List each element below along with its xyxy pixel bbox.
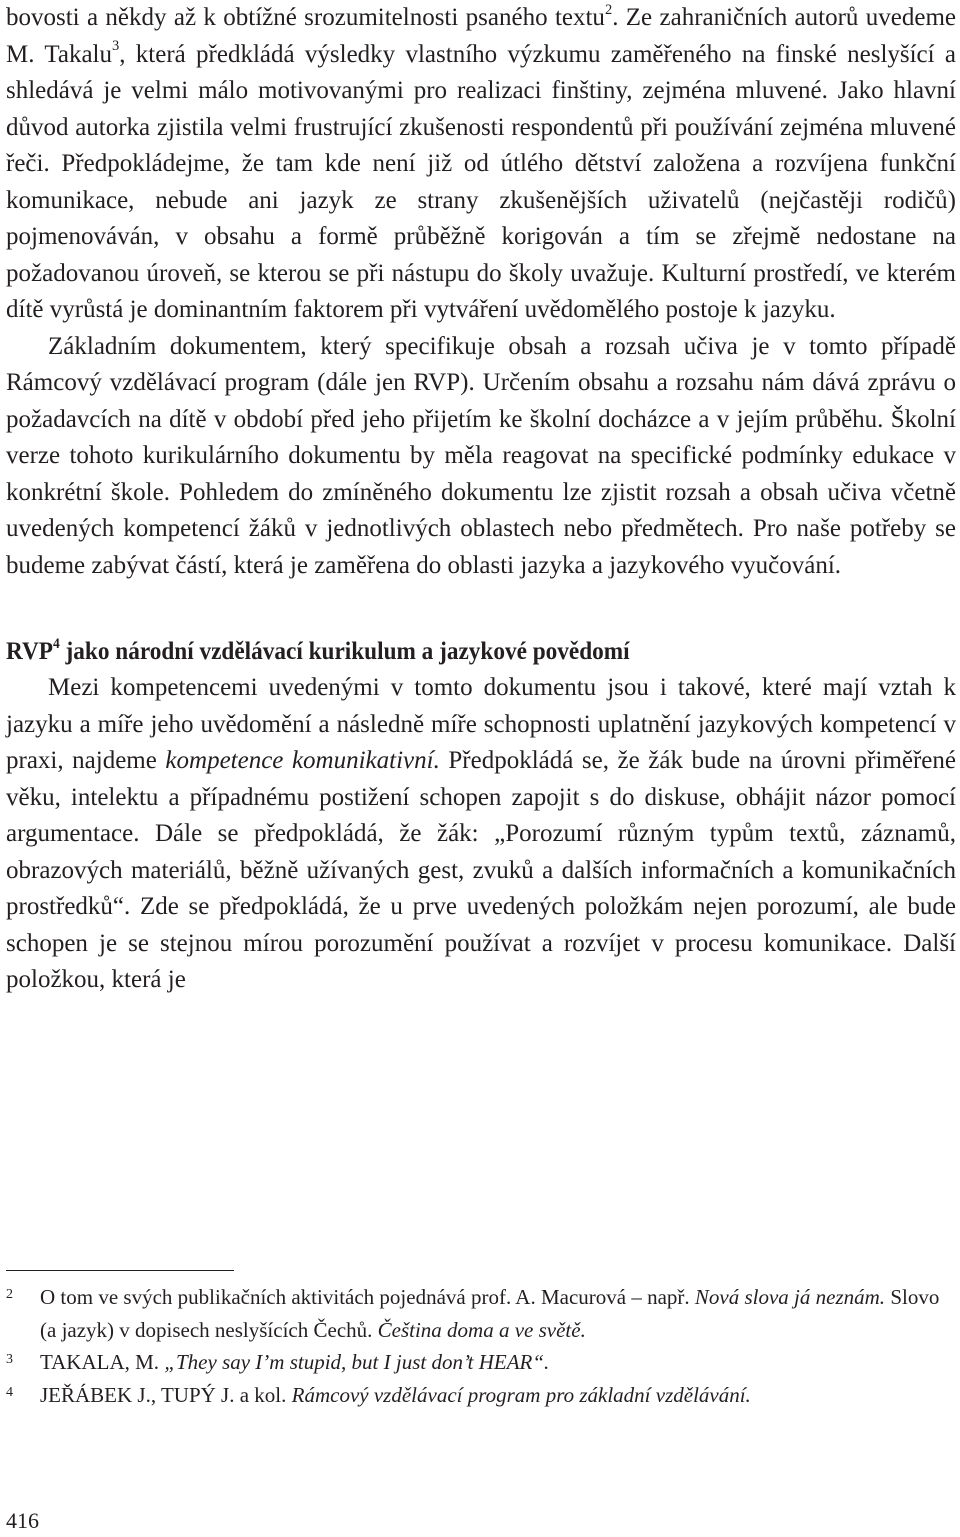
paragraph-3-text-a: Mezi kompetencemi uvedenými v tomto dokumentu jsou i takové, které mají vztah k jazyku a míře jeho uvědomění a následně míře schopnosti uplatnění jazykových kompetencí v praxi, najdeme [6,674,956,774]
page-body [6,0,956,999]
footnote-4 [6,1379,956,1412]
footnote-number: 2 [6,1287,13,1302]
footnote-4-text-a: JEŘÁBEK J., TUPÝ J. a kol. [40,1382,292,1407]
section-heading [6,634,890,670]
footnote-ref-4[interactable]: 4 [52,635,60,652]
footnote-2-italic-b: Čeština doma a ve světě. [377,1317,586,1342]
paragraph-3-emphasis: kompetence komunikativní. [165,747,440,774]
footnote-4-italic-a: Rámcový vzdělávací program pro základní vzdělávání. [291,1382,751,1407]
footnote-3-text-a: TAKALA, M. [40,1350,165,1374]
section-heading-text-a: RVP [6,638,53,665]
footnote-2 [6,1281,956,1346]
paragraph-1 [6,0,956,329]
paragraph-1-text-b: . Ze zahraničních autorů uvedeme M. Takalu [6,4,956,68]
footnote-ref-3[interactable]: 3 [112,38,120,54]
paragraph-1-text-a: bovosti a někdy až k obtížné srozumitelnosti psaného textu [6,4,605,31]
page-number: 416 [6,1508,39,1533]
section-heading-text-b: jako národní vzdělávací kurikulum a jazykové povědomí [59,638,630,665]
paragraph-3 [6,670,956,999]
footnote-number: 3 [6,1352,13,1367]
footnote-2-italic-a: Nová slova já neznám. [694,1285,886,1309]
main-text-continued [6,670,956,999]
footnote-divider [6,1270,234,1271]
footnote-number: 4 [6,1384,13,1400]
main-text [6,0,956,584]
footnote-2-text-b: Slovo (a jazyk) v dopisech neslyšících Čechů. [40,1285,940,1342]
footnote-ref-2[interactable]: 2 [604,1,613,18]
paragraph-2: Základním dokumentem, který specifikuje obsah a rozsah učiva je v tomto případě Rámcový vzdělávací program (dále jen RVP). Určením obsahu a rozsahu nám dává zprávu o požadavcích na dítě v období před jeho přijetím ke školní docházce a v jejím průběhu. Školní verze tohoto kurikulárního dokumentu by měla reagovat na specifické podmínky edukace v konkrétní škole. Pohledem do zmíněného dokumentu lze zjistit rozsah a obsah učiva včetně uvedených kompetencí žáků v jednotlivých oblastech nebo předmětech. Pro naše potřeby se budeme zabývat částí, která je zaměřena do oblasti jazyka a jazykového vyučování. [6,332,956,579]
footnote-3 [6,1346,956,1379]
paragraph-3-text-b: Předpokládá se, že žák bude na úrovni přiměřené věku, intelektu a případnému postižení schopen zapojit s do diskuse, obhájit názor pomocí argumentace. Dále se předpokládá, že žák: „Porozumí různým typům textů, záznamů, obrazových materiálů, běžně užívaných gest, zvuků a dalších informačních a komunikačních prostředků“. Zde se předpokládá, že u prve uvedených položkám nejen porozumí, ale bude schopen je se stejnou mírou porozumění používat a rozvíjet v procesu komunikace. Další položkou, která je [6,747,957,993]
footnote-2-text-a: O tom ve svých publikačních aktivitách pojednává prof. A. Macurová – např. [40,1285,695,1309]
footnote-3-italic-a: „They say I’m stupid, but I just don’t HEAR“. [164,1350,550,1374]
paragraph-1-text-c: , která předkládá výsledky vlastního výzkumu zaměřeného na finské neslyšící a shledává je velmi málo motivovanými pro realizaci finštiny, zejména mluvené. Jako hlavní důvod autorka zjistila velmi frustrující zkušenosti respondentů při používání zejména mluvené řeči. Předpokládejme, že tam kde není již od útlého dětství založena a rozvíjena funkční komunikace, nebude ani jazyk ze strany zkušenějších uživatelů (nejčastěji rodičů) pojmenováván, v obsahu a formě průběžně korigován a tím se zřejmě nedostane na požadovanou úroveň, se kterou se při nástupu do školy uvažuje. Kulturní prostředí, ve kterém dítě vyrůstá je dominantním faktorem při vytváření uvědomělého postoje k jazyku. [6,40,956,323]
footnotes [6,1281,956,1411]
